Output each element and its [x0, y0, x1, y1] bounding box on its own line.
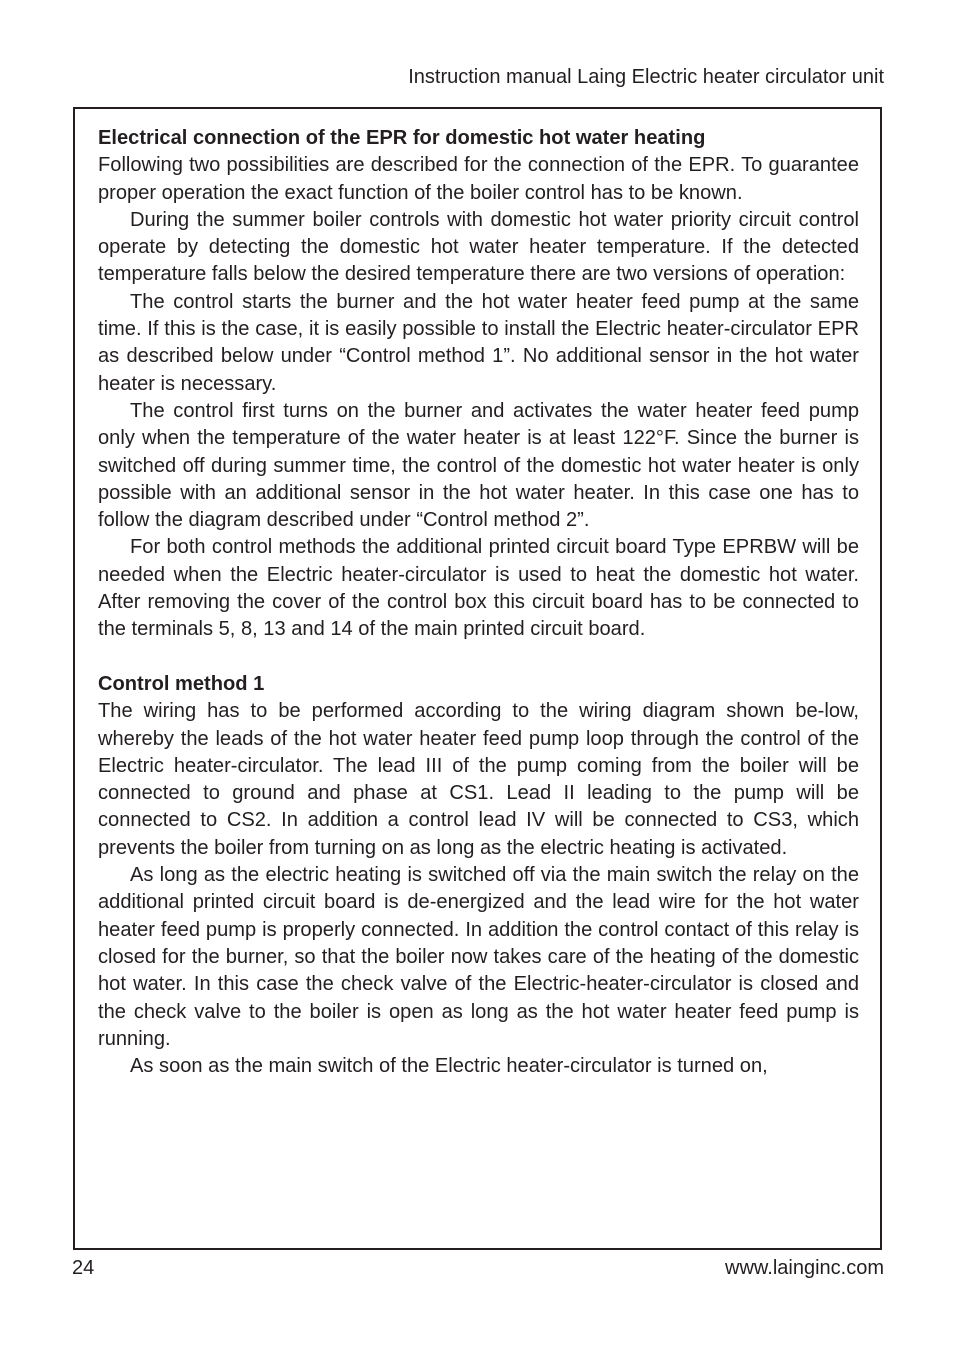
footer-url: www.lainginc.com — [725, 1257, 884, 1279]
page-header: Instruction manual Laing Electric heater circulator unit — [408, 66, 884, 88]
paragraph: As soon as the main switch of the Electric heater-circulator is turned on, — [130, 1055, 768, 1078]
paragraph: During the summer boiler controls with domestic hot water priority circuit control operate by detecting the domestic hot water heater temperature. If the detected temperature falls below the desired temperature there are two versions of operation: — [98, 208, 859, 286]
paragraph: The control starts the burner and the hot water heater feed pump at the same time. If this is the case, it is easily possible to install the Electric heater-circulator EPR as described below under “Control method 1”. No additional sensor in the hot water heater is necessary. — [98, 290, 859, 395]
section-heading-control-method-1: Control method 1 — [98, 672, 265, 695]
paragraph: As long as the electric heating is switched off via the main switch the relay on the additional printed circuit board is de-energized and the lead wire for the hot water heater feed pump is properly connected. In addition the control contact of this relay is closed for the burner, so that the boiler now takes care of the heating of the domestic hot water. In this case the check valve of the Electric-heater-circulator is closed and the check valve to the boiler is open as long as the hot water heater feed pump is running. — [98, 864, 859, 1050]
paragraph: The wiring has to be performed according to the wiring diagram shown be-low, whereby the leads of the hot water heater feed pump loop through the control of the Electric heater-circulator. The lead III of the pump coming from the boiler will be connected to ground and phase at CS1. Lead II leading to the pump will be connected to CS2. In addition a control lead IV will be connected to CS3, which prevents the boiler from turning on as long as the electric heating is activated. — [98, 700, 859, 859]
content-body — [98, 125, 859, 1080]
section-spacer — [98, 644, 859, 671]
page-number: 24 — [72, 1257, 95, 1279]
paragraph: Following two possibilities are described for the connection of the EPR. To guarantee proper operation the exact function of the boiler control has to be known. — [98, 154, 859, 204]
paragraph: For both control methods the additional printed circuit board Type EPRBW will be needed when the Electric heater-circulator is used to heat the domestic hot water. After removing the cover of the control box this circuit board has to be connected to the terminals 5, 8, 13 and 14 of the main printed circuit board. — [98, 536, 859, 641]
content-frame — [73, 107, 882, 1250]
paragraph: The control first turns on the burner and activates the water heater feed pump only when the temperature of the water heater is at least 122°F. Since the burner is switched off during summer time, the control of the domestic hot water heater is only possible with an additional sensor in the hot water heater. In this case one has to follow the diagram described under “Control method 2”. — [98, 399, 859, 532]
section-heading-electrical-connection: Electrical connection of the EPR for domestic hot water heating — [98, 127, 706, 149]
